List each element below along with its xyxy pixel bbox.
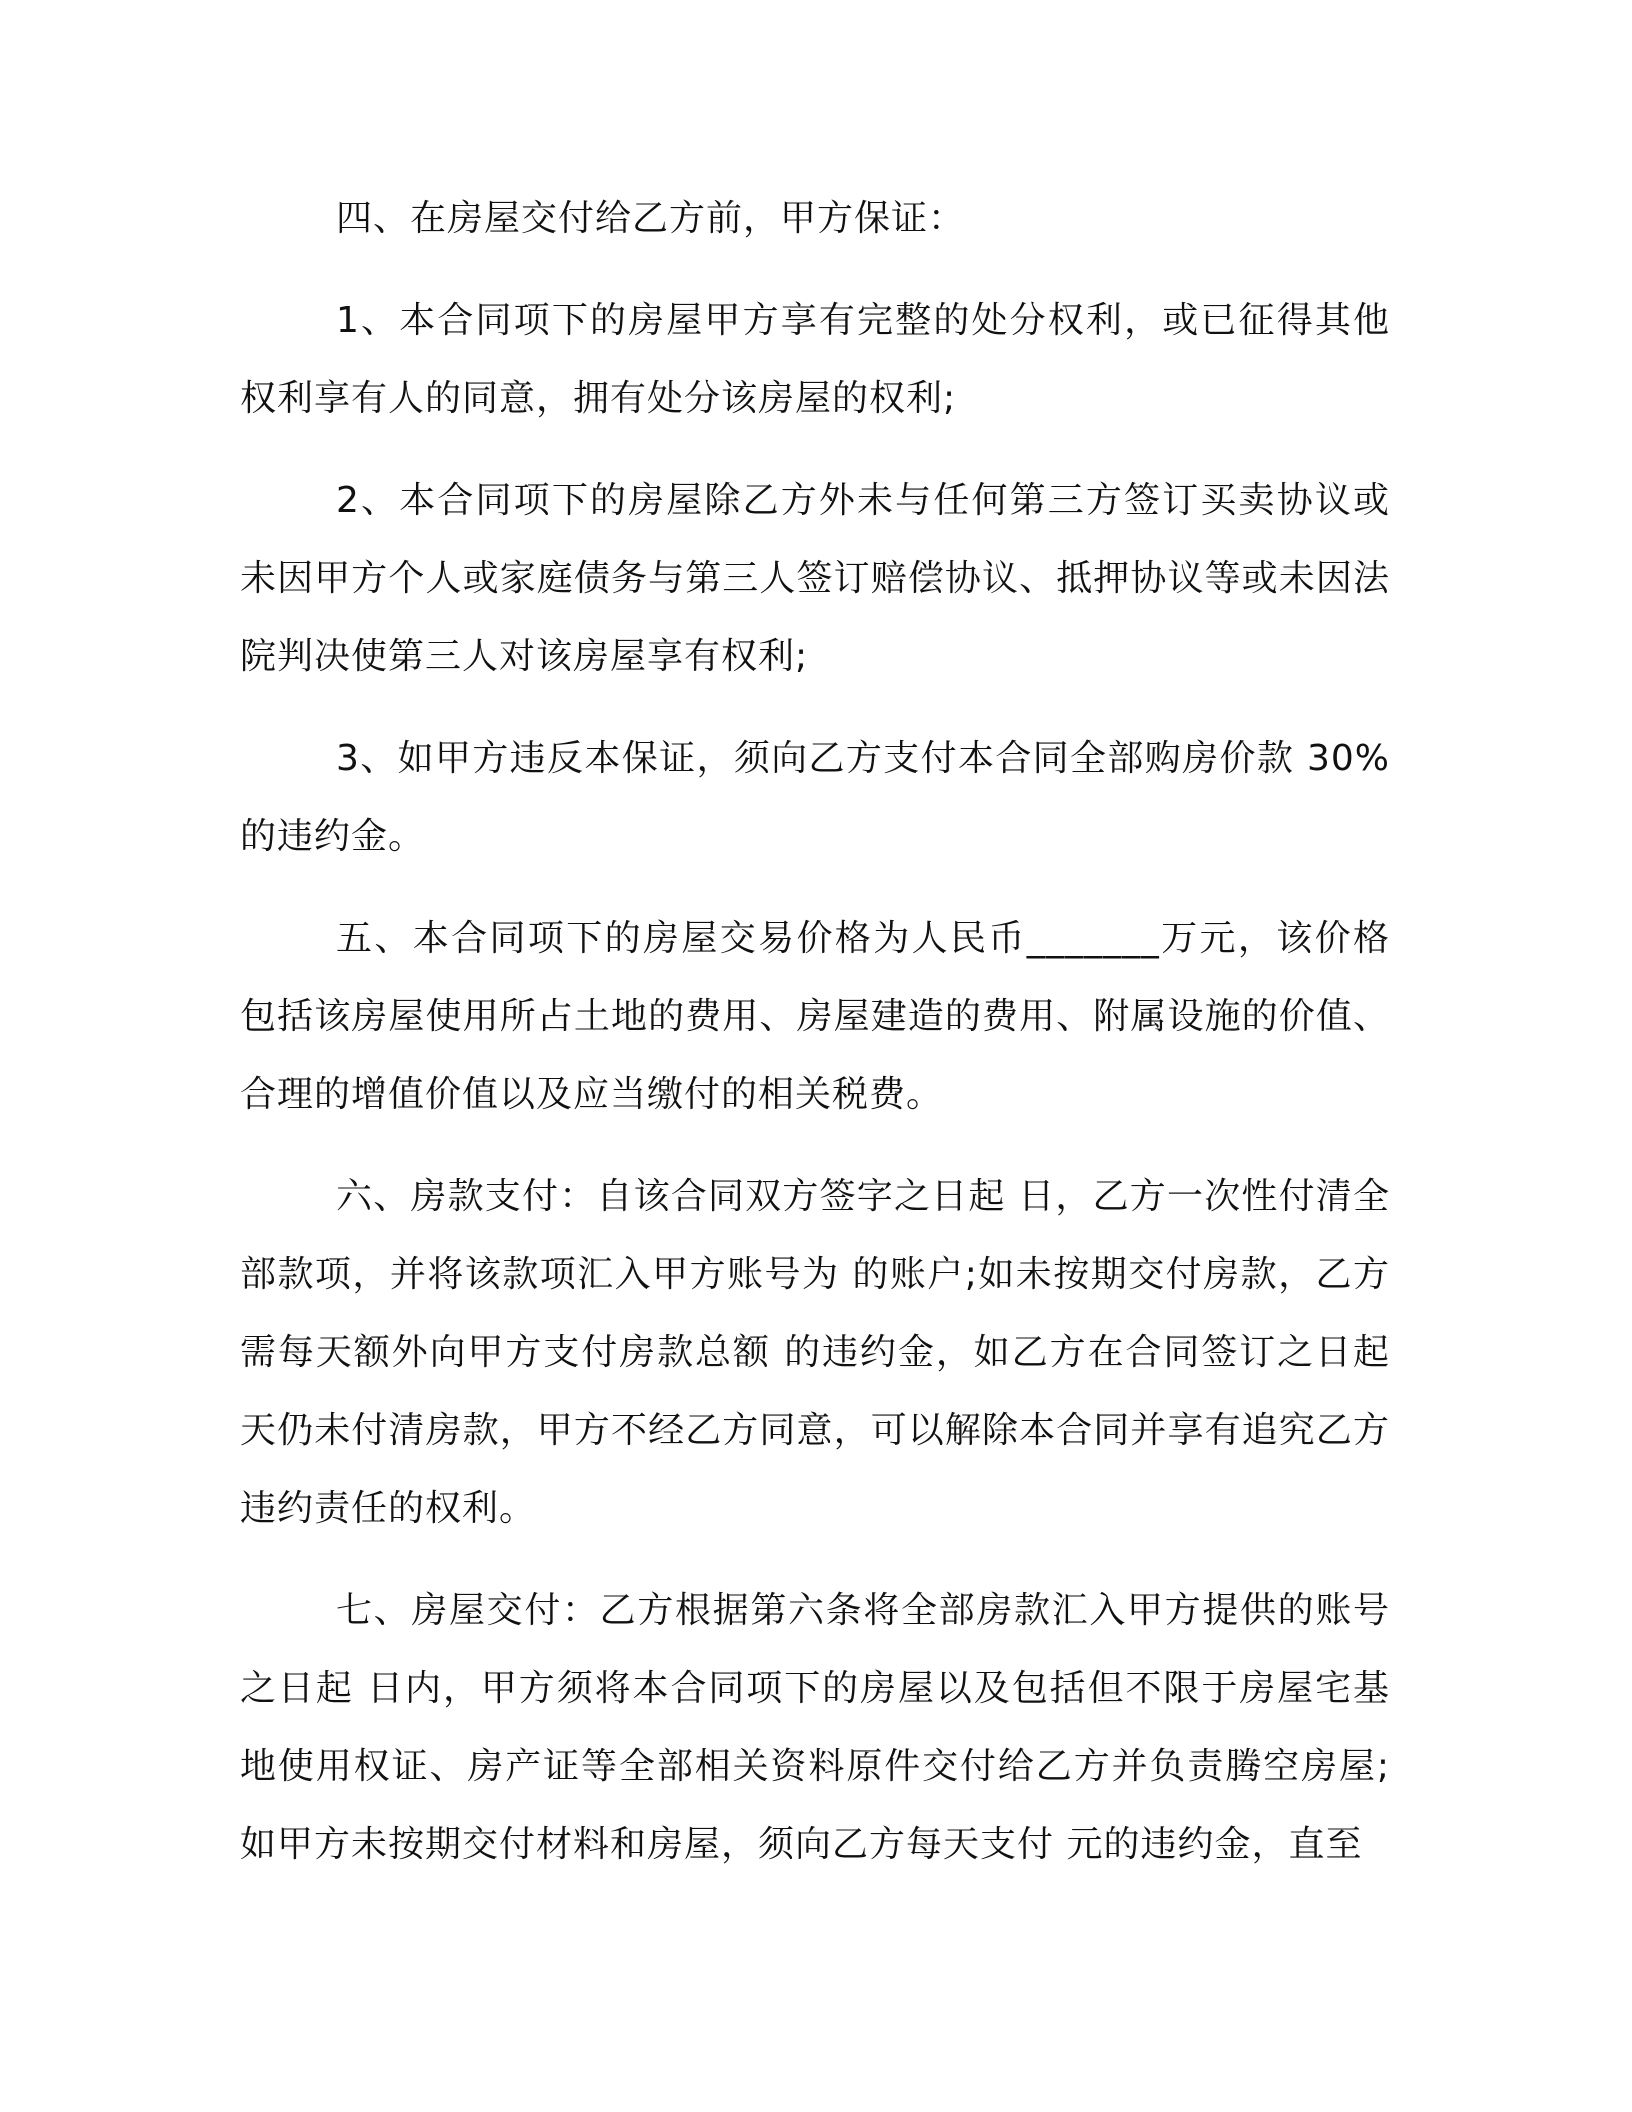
clause-6-payment: 六、房款支付：自该合同双方签字之日起 日，乙方一次性付清全部款项，并将该款项汇入甲方账号为 的账户;如未按期交付房款，乙方需每天额外向甲方支付房款总额 的违约金，如乙方在合同签订之日起 天仍未付清房款，甲方不经乙方同意，可以解除本合同并享有追究乙方违约责任的权利。 [240,1176,1390,1529]
clause-4-item-2: 2、本合同项下的房屋除乙方外未与任何第三方签订买卖协议或未因甲方个人或家庭债务与第三人签订赔偿协议、抵押协议等或未因法院判决使第三人对该房屋享有权利; [240,480,1390,677]
clause-4-item-3: 3、如甲方违反本保证，须向乙方支付本合同全部购房价款 30%的违约金。 [240,738,1390,857]
clause-4-item-1: 1、本合同项下的房屋甲方享有完整的处分权利，或已征得其他权利享有人的同意，拥有处分该房屋的权利; [240,300,1390,419]
clause-5-price: 五、本合同项下的房屋交易价格为人民币_______万元，该价格包括该房屋使用所占土地的费用、房屋建造的费用、附属设施的价值、合理的增值价值以及应当缴付的相关税费。 [240,918,1390,1115]
clause-7-delivery: 七、房屋交付：乙方根据第六条将全部房款汇入甲方提供的账号之日起 日内，甲方须将本合同项下的房屋以及包括但不限于房屋宅基地使用权证、房产证等全部相关资料原件交付给乙方并负责腾空房屋;如甲方未按期交付材料和房屋，须向乙方每天支付 元的违约金，直至 [240,1590,1390,1865]
clause-4-heading: 四、在房屋交付给乙方前，甲方保证： [336,198,966,239]
document-body [240,180,1390,1908]
